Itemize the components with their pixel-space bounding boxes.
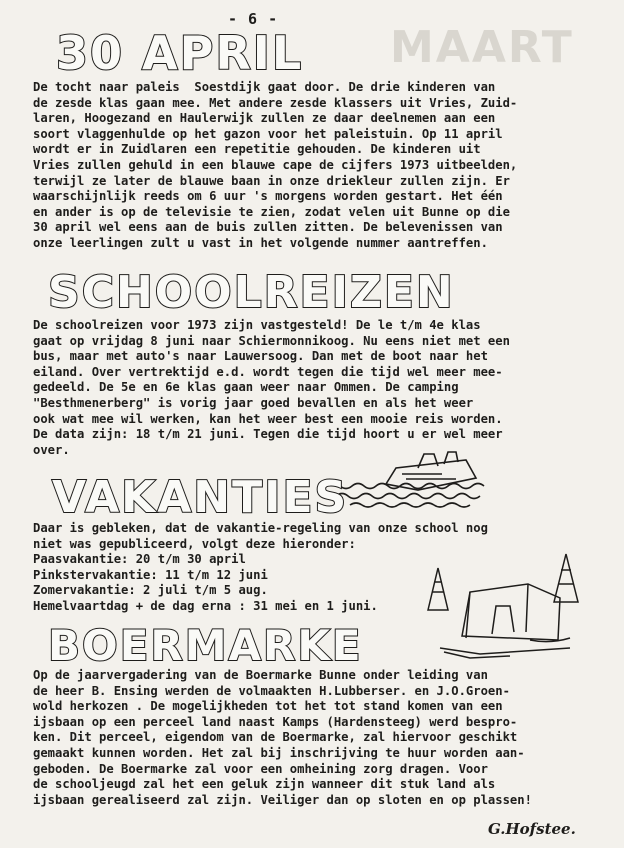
text-line: wordt er in Zuidlaren een repetitie gehouden. De kinderen uit — [33, 142, 481, 157]
text-line: ook wat mee wil werken, kan het weer best een mooie reis worden. — [33, 411, 503, 426]
text-line: gemaakt kunnen worden. Het zal bij inschrijving te huur worden aan- — [33, 745, 525, 760]
text-line: gedeeld. De 5e en 6e klas gaan weer naar Ommen. De camping — [33, 380, 459, 395]
text-line: De data zijn: 18 t/m 21 juni. Tegen die tijd hoort u er wel meer — [33, 427, 503, 442]
text-line: soort vlaggenhulde op het gazon voor het paleistuin. Op 11 april — [33, 126, 503, 141]
text-line: onze leerlingen zult u vast in het volgende nummer aantreffen. — [33, 235, 488, 250]
text-line: laren, Hoogezand en Haulerwijk zullen ze daar deelnemen aan een — [33, 111, 496, 126]
page-number: - 6 - — [228, 10, 279, 28]
text-line: ken. Dit perceel, eigendom van de Boermarke, zal hiervoor geschikt — [33, 730, 518, 745]
text-line: Pinkstervakantie: 11 t/m 12 juni — [33, 567, 268, 582]
signature: G.Hofstee. — [488, 820, 576, 838]
text-line: over. — [33, 442, 70, 457]
text-line: ijsbaan gerealiseerd zal zijn. Veiliger dan op sloten en op plassen! — [33, 792, 532, 807]
heading-boermarke: BOERMARKE — [48, 621, 363, 670]
text-line: de zesde klas gaan mee. Met andere zesde klassers uit Vries, Zuid- — [33, 95, 518, 110]
text-line: "Besthmenerberg" is vorig jaar goed bevallen en als het weer — [33, 395, 474, 410]
paragraph-boermarke — [33, 668, 532, 808]
text-line: niet was gepubliceerd, volgt deze hieronder: — [33, 536, 356, 551]
text-line: Op de jaarvergadering van de Boermarke Bunne onder leiding van — [33, 668, 488, 682]
text-line: Hemelvaartdag + de dag erna : 31 mei en 1 juni. — [33, 598, 378, 613]
text-line: waarschijnlijk reeds om 6 uur 's morgens worden gestart. Het één — [33, 189, 503, 204]
heading-vakanties: VAKANTIES — [52, 472, 349, 523]
heading-schoolreizen: SCHOOLREIZEN — [48, 267, 455, 318]
boat-illustration — [326, 446, 496, 510]
heading-30-april: 30 APRIL — [56, 26, 304, 80]
text-line: bus, maar met auto's naar Lauwersoog. Dan met de boot naar het — [33, 349, 488, 364]
tent-illustration — [410, 540, 600, 660]
text-line: geboden. De Boermarke zal voor een omheining zorg dragen. Voor — [33, 761, 488, 776]
paragraph-schoolreizen — [33, 318, 510, 458]
text-line: de heer B. Ensing werden de volmaakten H.Lubberser. en J.O.Groen- — [33, 683, 510, 698]
text-line: gaat op vrijdag 8 juni naar Schiermonnikoog. Nu eens niet met een — [33, 333, 510, 348]
text-line: ijsbaan op een perceel land naast Kamps (Hardensteeg) werd bespro- — [33, 714, 518, 729]
text-line: Zomervakantie: 2 juli t/m 5 aug. — [33, 583, 268, 598]
text-line: Vries zullen gehuld in een blauwe cape de cijfers 1973 uitbeelden, — [33, 157, 518, 172]
text-line: eiland. Over vertrektijd e.d. wordt tegen die tijd wel meer mee- — [33, 364, 503, 379]
text-line: De schoolreizen voor 1973 zijn vastgesteld! De le t/m 4e klas — [33, 318, 481, 332]
text-line: De tocht naar paleis Soestdijk gaat door. De drie kinderen van — [33, 80, 496, 94]
text-line: Daar is gebleken, dat de vakantie-regeling van onze school nog — [33, 521, 488, 535]
text-line: Paasvakantie: 20 t/m 30 april — [33, 552, 246, 567]
text-line: terwijl ze later de blauwe baan in onze driekleur zullen zijn. Er — [33, 173, 510, 188]
text-line: wold herkozen . De mogelijkheden tot het tot stand komen van een — [33, 699, 503, 714]
paragraph-30-april — [33, 80, 517, 252]
text-line: de schooljeugd zal het een geluk zijn wanneer dit stuk land als — [33, 777, 496, 792]
text-line: en ander is op de televisie te zien, zodat velen uit Bunne op die — [33, 204, 510, 219]
text-line: 30 april wel eens aan de buis zullen zitten. De belevenissen van — [33, 220, 503, 235]
bleed-through-text: MAART — [390, 22, 574, 73]
